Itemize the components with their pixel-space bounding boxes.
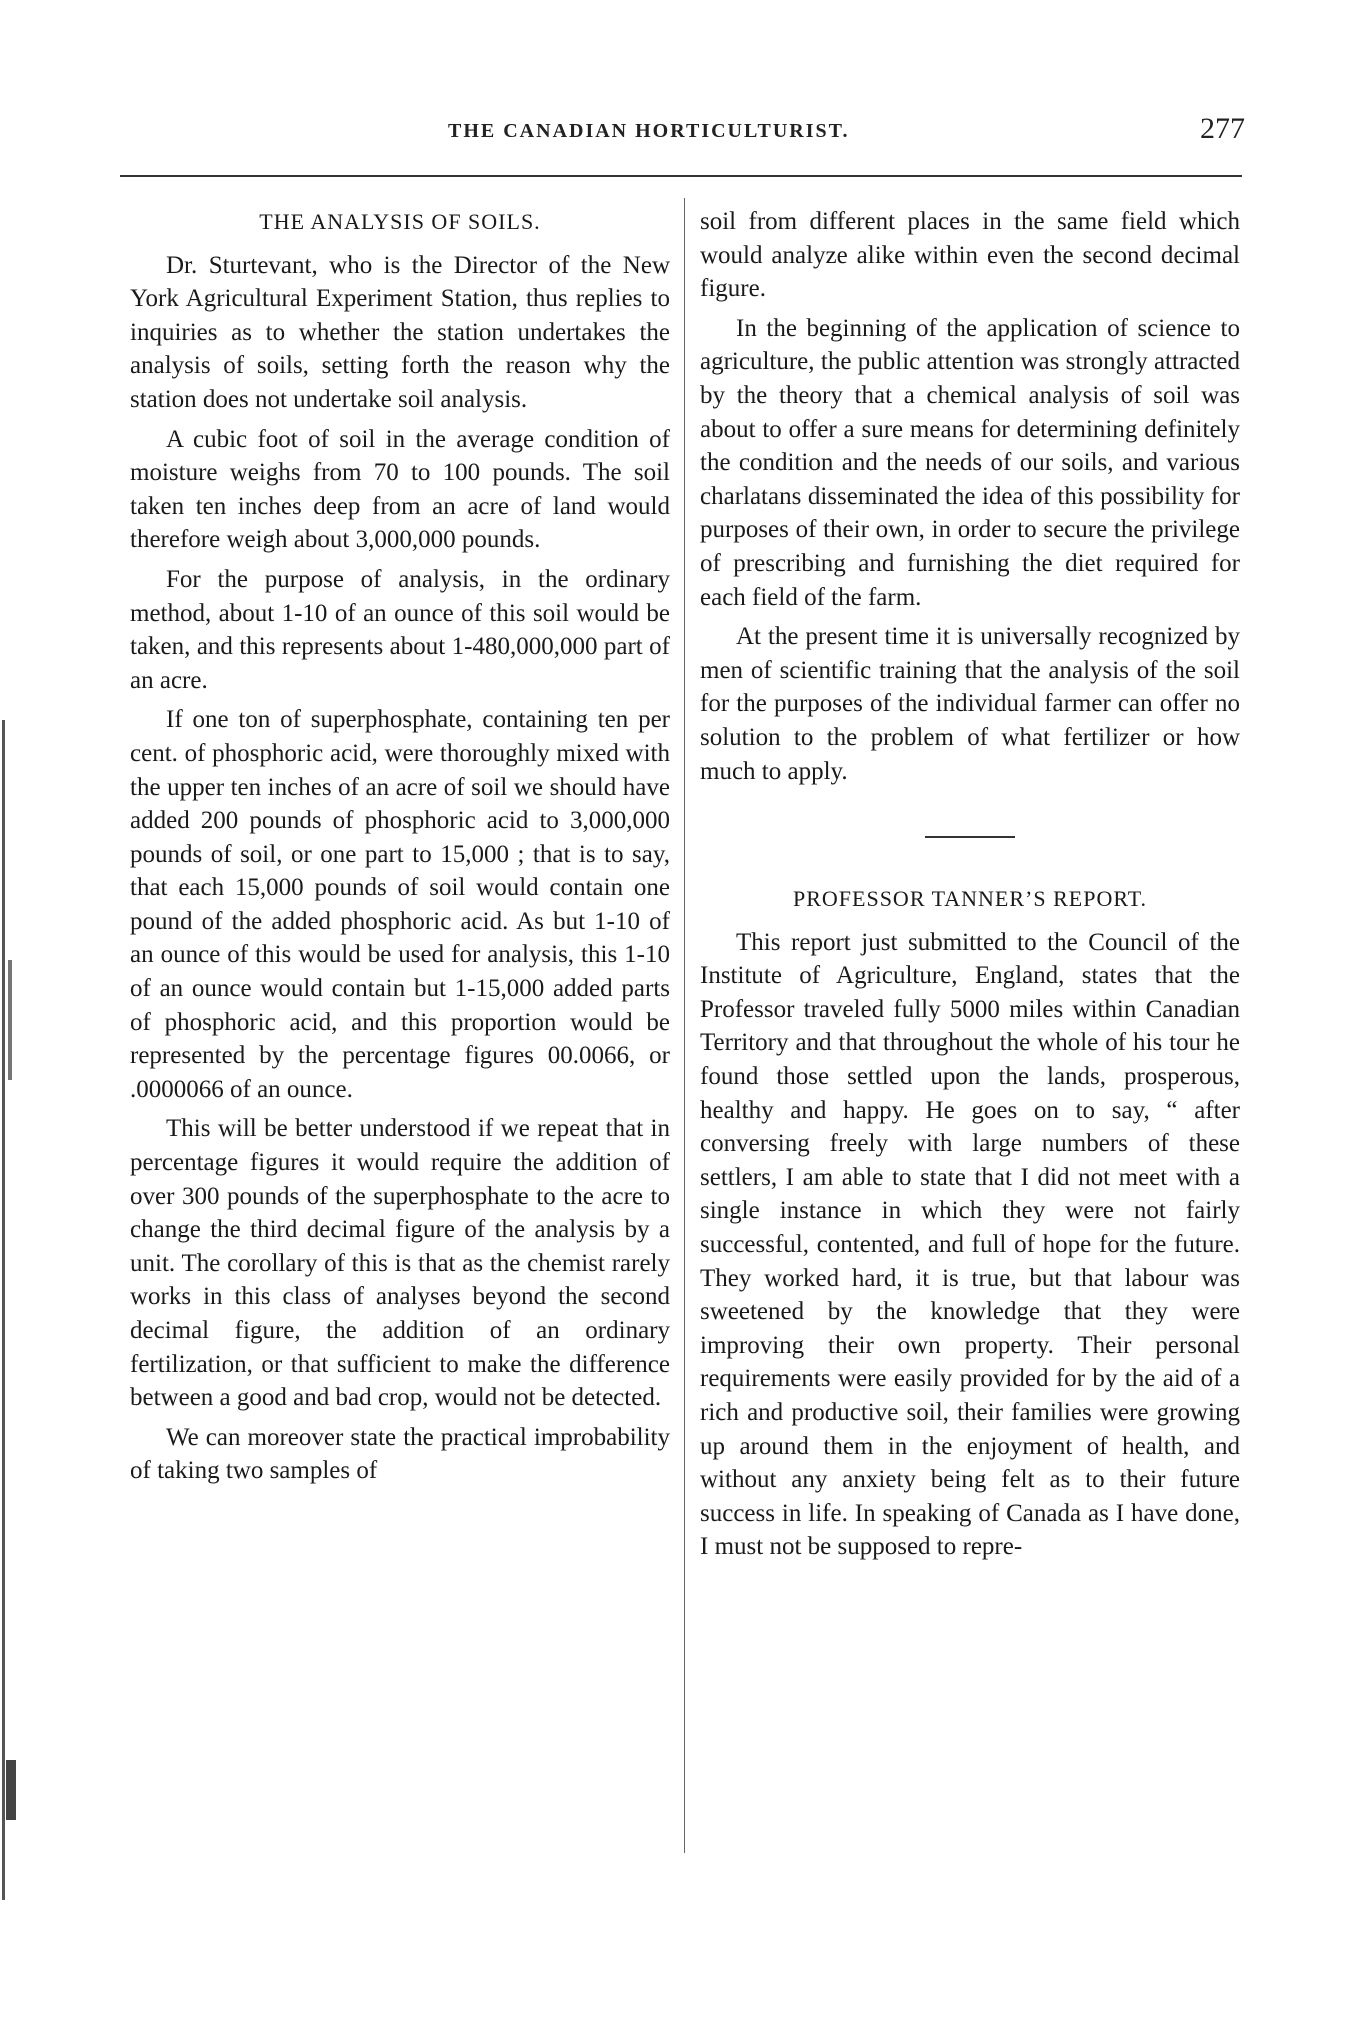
paragraph: We can moreover state the practical improbability of taking two samples of [130,1423,670,1485]
section-separator [925,836,1015,838]
paragraph: This report just submitted to the Council of the Institute of Agriculture, England, states that the Professor traveled fully 5000 miles within Canadian Territory and that throughout the whole of his tour he found those settled upon the lands, prosperous, healthy and happy. He goes on to say, “ after conversing freely with large numbers of these settlers, I am able to state that I did not meet with a single instance in which they were not fairly successful, contented, and full of hope for the future. They worked hard, it is true, but that labour was sweetened by the knowledge that they were improving their own property. Their personal requirements were easily provided for by the aid of a rich and productive soil, their families were growing up around them in the enjoyment of health, and without any anxiety being felt as to their future success in life. In speaking of Canada as I have done, I must not be supposed to repre- [700,928,1240,1561]
continuation-paragraph: soil from different places in the same field which would analyze alike within even the second decimal figure. [700,208,1240,303]
paragraph: In the beginning of the application of science to agriculture, the public attention was strongly attracted by the theory that a chemical analysis of soil was about to offer a sure means for determining definitely the condition and the needs of our soils, and various charlatans disseminated the idea of this possibility for purposes of their own, in order to secure the privilege of prescribing and furnishing the diet required for each field of the farm. [700,314,1240,611]
paragraph: This will be better understood if we repeat that in percentage figures it would require the addition of over 300 pounds of the superphosphate to the acre to change the third decimal figure of the analysis by a unit. The corollary of this is that as the chemist rarely works in this class of analyses beyond the second decimal figure, the addition of an ordinary fertilization, or that sufficient to make the difference between a good and bad crop, would not be detected. [130,1115,670,1412]
left-column [130,205,670,1494]
paragraph: A cubic foot of soil in the average condition of moisture weighs from 70 to 100 pounds. The soil taken ten inches deep from an acre of land would therefore weigh about 3,000,000 pounds. [130,425,670,554]
article-title-analysis-of-soils: THE ANALYSIS OF SOILS. [259,209,541,234]
paragraph: At the present time it is universally recognized by men of scientific training that the analysis of the soil for the purposes of the individual farmer can offer no solution to the problem of what fertilizer or how much to apply. [700,623,1240,785]
page-number: 277 [1200,112,1245,145]
paragraph: Dr. Sturtevant, who is the Director of the New York Agricultural Experiment Station, thus replies to inquiries as to whether the station undertakes the analysis of soils, setting forth the reason why the station does not undertake soil analysis. [130,251,670,413]
scan-edge-mark [0,720,22,1900]
right-column [700,205,1240,1570]
paragraph: For the purpose of analysis, in the ordinary method, about 1-10 of an ounce of this soil would be taken, and this represents about 1-480,000,000 part of an acre. [130,565,670,694]
running-head: THE CANADIAN HORTICULTURIST. [448,120,850,142]
column-divider [684,198,685,1853]
article-title-tanners-report: PROFESSOR TANNER’S REPORT. [792,886,1147,912]
paragraph: If one ton of superphosphate, containing ten per cent. of phosphoric acid, were thoroughly mixed with the upper ten inches of an acre of soil we should have added 200 pounds of phosphoric acid to 3,000,000 pounds of soil, or one part to 15,000 ; that is to say, that each 15,000 pounds of soil would contain one pound of the added phosphoric acid. As but 1-10 of an ounce of this would be used for analysis, this 1-10 of an ounce would contain but 1-15,000 added parts of phosphoric acid, and this proportion would be represented by the percentage figures 00.0066, or .0000066 of an ounce. [130,706,670,1103]
header-rule [120,175,1242,177]
